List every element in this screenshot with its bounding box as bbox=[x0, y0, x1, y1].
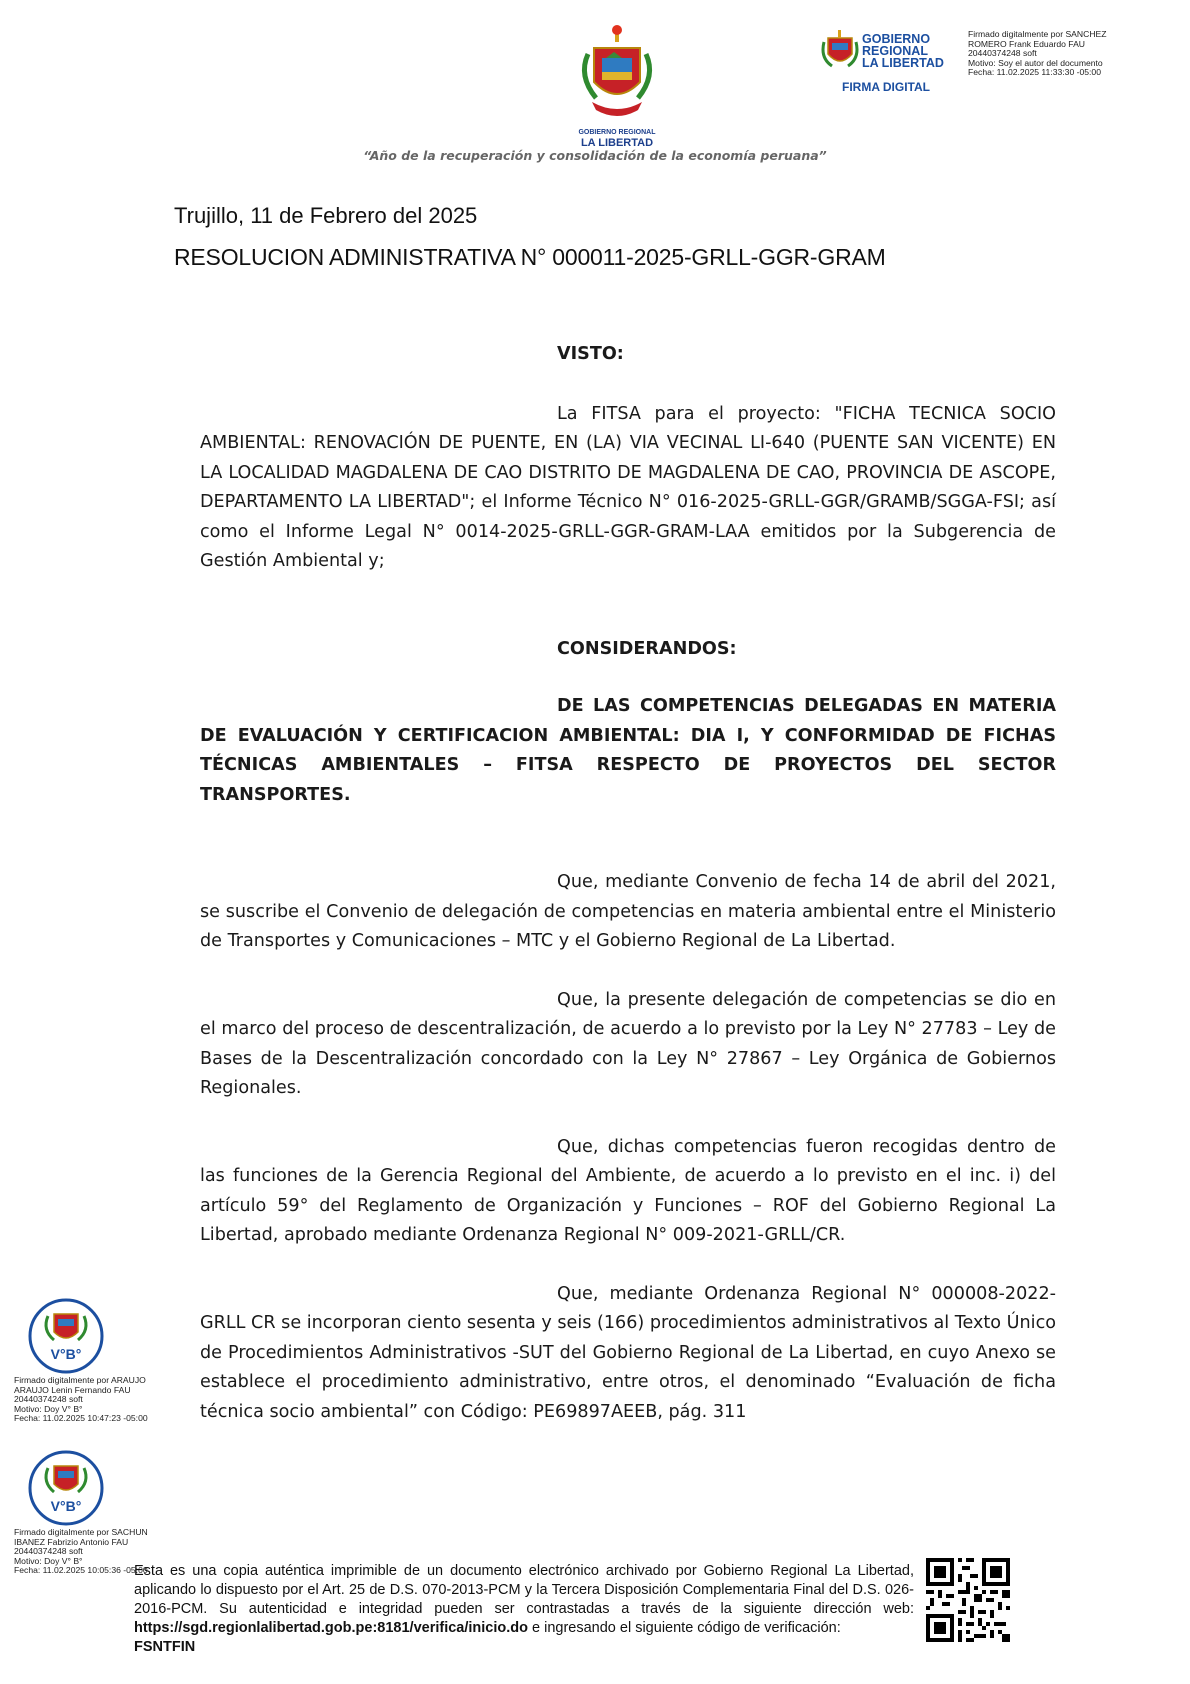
coat-of-arms-icon bbox=[574, 24, 660, 124]
vb-seal-icon bbox=[24, 1296, 108, 1376]
verification-code: FSNTFIN bbox=[134, 1639, 196, 1655]
year-motto: “Año de la recuperación y consolidación de la economía peruana” bbox=[363, 148, 827, 163]
footer-text-part1: Esta es una copia auténtica imprimible de un documento electrónico archivado por Gobierno Regional La Libertad, aplicando lo dispuesto por el Art. 25 de D.S. 070-2013-PCM y la Tercera Disposición Complementaria Final del D.S. 026- 2016-PCM. Su autenticidad e integridad pueden ser contrastadas a través de la siguiente dirección web: bbox=[134, 1563, 914, 1617]
visto-paragraph: La FITSA para el proyecto: "FICHA TECNICA SOCIO AMBIENTAL: RENOVACIÓN DE PUENTE, EN (LA) VIA VECINAL LI-640 (PUENTE SAN VICENTE) EN LA LOCALIDAD MAGDALENA DE CAO DISTRITO DE MAGDALENA DE CAO, PROVINCIA DE ASCOPE, DEPARTAMENTO LA LIBERTAD"; el Informe Técnico N° 016-2025-GRLL-GGR/GRAMB/SGGA-FSI; así como el Informe Legal N° 0014-2025-GRLL-GGR-GRAM-LAA emitidos por la Subgerencia de Gestión Ambiental y; bbox=[200, 403, 1056, 571]
signature-line: 20440374248 soft bbox=[14, 1394, 83, 1405]
considerando-paragraph: Que, la presente delegación de competencias se dio en el marco del proceso de descentralización, de acuerdo a lo previsto por la Ley N° 27783 – Ley de Bases de la Descentralización concordado con la Ley N° 27867 – Ley Orgánica de Gobiernos Regionales. bbox=[200, 989, 1056, 1098]
qr-code-icon[interactable] bbox=[926, 1558, 1010, 1642]
digital-logo-line1: GOBIERNO bbox=[862, 32, 931, 46]
signature-line: Motivo: Doy V° B° bbox=[14, 1403, 83, 1414]
signature-line: ARAUJO Lenin Fernando FAU bbox=[14, 1384, 131, 1395]
considerando-paragraph: Que, dichas competencias fueron recogidas dentro de las funciones de la Gerencia Regional del Ambiente, de acuerdo a lo previsto en el inc. i) del artículo 59° del Reglamento de Organización y Funciones – ROF del Gobierno Regional La Libertad, aprobado mediante Ordenanza Regional N° 009-2021-GRLL/CR. bbox=[200, 1136, 1056, 1245]
signature-line: ROMERO Frank Eduardo FAU bbox=[968, 38, 1086, 49]
regional-government-logo bbox=[574, 24, 660, 149]
vb-label: V°B° bbox=[50, 1498, 82, 1514]
resolution-title: RESOLUCION ADMINISTRATIVA N° 000011-2025-GRLL-GGR-GRAM bbox=[174, 244, 886, 270]
signature-line: Fecha: 11.02.2025 11:33:30 -05:00 bbox=[968, 67, 1101, 78]
signature-line: Motivo: Soy el autor del documento bbox=[968, 57, 1103, 68]
considerandos-heading: CONSIDERANDOS: bbox=[557, 638, 737, 659]
document-body bbox=[200, 340, 1056, 1427]
verification-footer bbox=[134, 1562, 914, 1657]
vb-stamp-2 bbox=[24, 1448, 108, 1528]
considerando-paragraph: Que, mediante Ordenanza Regional N° 000008-2022-GRLL CR se incorporan ciento sesenta y seis (166) procedimientos administrativos al Texto Único de Procedimientos Administrativos -SUT del Gobierno Regional de La Libertad, en cuyo Anexo se establece el procedimiento administrativo, entre otros, el denominado “Evaluación de ficha técnica socio ambiental” con Código: PE69897AEEB, pág. 311 bbox=[200, 1283, 1057, 1422]
considerando-paragraph: Que, mediante Convenio de fecha 14 de abril del 2021, se suscribe el Convenio de delegación de competencias en materia ambiental entre el Ministerio de Transportes y Comunicaciones – MTC y el Gobierno Regional de La Libertad. bbox=[200, 872, 1056, 951]
logo-text-line2: LA LIBERTAD bbox=[580, 137, 654, 149]
place-date: Trujillo, 11 de Febrero del 2025 bbox=[174, 203, 478, 228]
signature-line: Fecha: 11.02.2025 10:47:23 -05:00 bbox=[14, 1413, 148, 1424]
vb-stamp-1 bbox=[24, 1296, 108, 1376]
verification-link[interactable]: https://sgd.regionlalibertad.gob.pe:8181/verifica/inicio.do bbox=[134, 1620, 528, 1636]
digital-logo-line2: REGIONAL bbox=[862, 44, 928, 58]
vb-seal-icon bbox=[24, 1448, 108, 1528]
signature-line: 20440374248 soft bbox=[968, 48, 1037, 59]
footer-text-part2: e ingresando el siguiente código de verificación: bbox=[528, 1620, 841, 1636]
vb-label: V°B° bbox=[50, 1346, 82, 1362]
signature-line: Firmado digitalmente por SACHUN bbox=[14, 1527, 148, 1537]
side-signature-1-text bbox=[14, 1376, 184, 1424]
coat-of-arms-small-icon bbox=[820, 30, 860, 74]
logo-text-line1: GOBIERNO REGIONAL bbox=[578, 129, 656, 136]
digital-signature-logo bbox=[820, 30, 968, 100]
signature-line: Firmado digitalmente por ARAUJO bbox=[14, 1375, 146, 1385]
digital-logo-caption: FIRMA DIGITAL bbox=[842, 80, 930, 94]
signature-line: Motivo: Doy V° B° bbox=[14, 1555, 83, 1566]
digital-logo-line3: LA LIBERTAD bbox=[862, 56, 944, 70]
visto-heading: VISTO: bbox=[557, 344, 624, 364]
signature-line: 20440374248 soft bbox=[14, 1546, 83, 1557]
competencias-subheading: DE LAS COMPETENCIAS DELEGADAS EN MATERIA DE EVALUACIÓN Y CERTIFICACION AMBIENTAL: DIA I, Y CONFORMIDAD DE FICHAS TÉCNICAS AMBIENTALES – FITSA RESPECTO DE PROYECTOS DEL SECTOR TRANSPORTES. bbox=[200, 696, 1056, 805]
top-signature-text bbox=[968, 30, 1138, 78]
signature-line: Firmado digitalmente por SANCHEZ bbox=[968, 29, 1107, 39]
signature-line: Fecha: 11.02.2025 10:05:36 -05:00 bbox=[14, 1565, 148, 1576]
signature-line: IBANEZ Fabrizio Antonio FAU bbox=[14, 1536, 129, 1547]
